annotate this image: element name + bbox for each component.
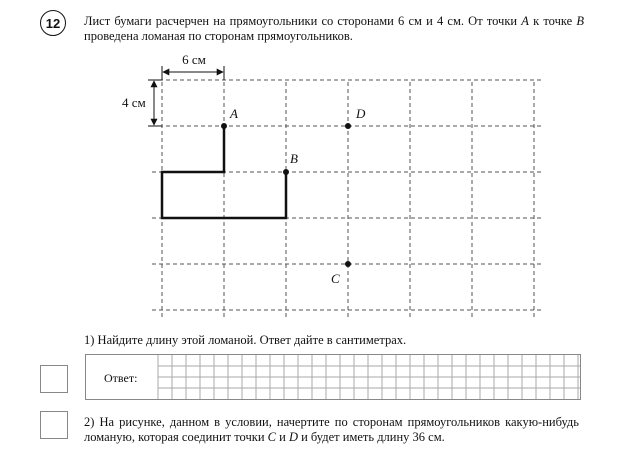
- point-b-label: B: [290, 151, 298, 166]
- task-number: 12: [40, 10, 66, 36]
- point-a: [221, 123, 227, 129]
- point-d-label: D: [356, 106, 366, 121]
- width-label: 6 см: [182, 52, 206, 67]
- question-2: 2) На рисунке, данном в условии, начертите по сторонам прямоугольников какую-нибудь ломаную, которая соединит точки C и D и будет иметь длину 36 см.: [84, 415, 579, 444]
- point-d-ref: D: [288, 430, 298, 444]
- point-c: [345, 261, 351, 267]
- answer-checkbox-1[interactable]: [40, 365, 68, 393]
- question-1: 1) Найдите длину этой ломаной. Ответ дайте в сантиметрах.: [84, 333, 407, 347]
- dashed-grid: [152, 80, 544, 318]
- answer-checkbox-2[interactable]: [40, 411, 68, 439]
- point-a-label: A: [230, 106, 238, 121]
- point-c-label: C: [331, 271, 340, 286]
- answer-label: Ответ:: [104, 371, 138, 385]
- height-dimension: [148, 80, 162, 126]
- height-label: 4 см: [122, 95, 146, 110]
- task-statement: Лист бумаги расчерчен на прямоугольники со сторонами 6 см и 4 см. От точки A к точке B проведена ломаная по сторонам прямоугольников.: [84, 14, 584, 43]
- width-dimension: [162, 66, 224, 80]
- point-b-ref: B: [576, 14, 584, 28]
- point-a-ref: A: [521, 14, 529, 28]
- point-c-ref: C: [267, 430, 276, 444]
- point-b: [283, 169, 289, 175]
- answer-cells: [86, 355, 580, 399]
- answer-field[interactable]: [85, 354, 581, 400]
- point-d: [345, 123, 351, 129]
